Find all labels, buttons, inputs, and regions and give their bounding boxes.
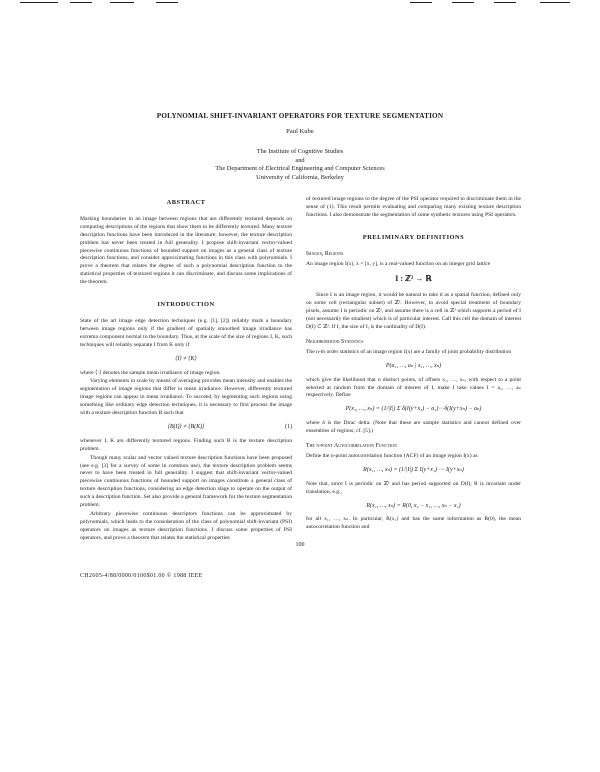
equation-number: (1) (285, 423, 292, 430)
abstract-heading: ABSTRACT (166, 199, 206, 206)
intro-paragraph: Varying elements in scale by means of averaging provides mean intensity and enables the segmentation of image regions that differ in mean irradiance. However, differently textured image regions can appear in mean irradiance. To succeed, by segmenting such regions using something like ordinary edge detection techniques, it is necessary to first process the image with a texture description function B such that (80, 378, 292, 417)
equation: ⟨I⟩ ≠ ⟨K⟩ (175, 355, 197, 362)
body-paragraph: for all x₁, …, xₙ. In particular, R(x₁) and has the same information as R(0), the mean autocorrelation function and (306, 516, 521, 531)
body-paragraph: An image region I(x), x = [x, y], is a real-valued function on an integer grid lattice (306, 260, 491, 267)
abstract-text: Marking boundaries in an image between regions that are differently textured depends on computing descriptions of the regions that show them to be differently textured. Many texture description functions have been introduced in the literature; however, the texture description problem has never been treated in full generality. I propose shift-invariant vector-valued piecewise continuous functions of bounded support on images as a general class of texture description functions, and consider approximating functions in this class with polynomials. I prove a theorem that relates the degree of such a polynomial description function to the statistical properties of textured regions it can discriminate, and discuss some implications of the theorem. (80, 215, 292, 286)
equation: I : ℤ² → ℝ (395, 274, 432, 284)
subsection-heading: The n-point Autocorrelation Function (306, 443, 397, 450)
body-paragraph: Define the n-point autocorrelation function (ACF) of an image region I(x) as (306, 452, 478, 459)
top-rule (452, 2, 474, 3)
body-paragraph: Note that, since I is periodic on ℤ² and has period supported on D(I), R is invariant under translation, e.g., (306, 480, 521, 495)
affiliation (0, 148, 600, 182)
intro-paragraph: Arbitrary piecewise continuous descriptors functions can be approximated by polynomials, which leads to the consideration of the class of polynomial shift-invariant (PSI) operators on images as texture description functions. I discuss some properties of PSI operators, and prove a theorem that relates the statistical properties (80, 511, 292, 541)
equation-body: ⟨B(I)⟩ ≠ ⟨B(K)⟩ (167, 423, 205, 430)
top-rule (20, 2, 58, 3)
left-column (80, 196, 292, 544)
intro-paragraph: where ⟨·⟩ denotes the sample mean irradiance of image region. (80, 369, 221, 376)
top-rule (70, 2, 92, 3)
copyright-footer: CH2605-4/88/0000/0100$01.00 © 1988 IEEE (80, 573, 203, 579)
top-rule (156, 2, 178, 3)
author: Paul Kube (286, 128, 314, 135)
intro-continuation: of textured image regions to the degree of the PSI operator required to discriminate them in the sense of (1). This result permits evaluating and comparing many existing texture description functions. I also demonstrate the segmentation of some synthetic textures using PSI operators. (306, 196, 521, 218)
subsection-heading: Neighborhood Statistics (306, 338, 364, 345)
body-paragraph: Since I is an image region, it would be natural to take it as a spatial function, defined only on some cell (rectangular subset) of ℤ². However, to avoid special treatment of boundary pixels, assume I is periodic on ℤ², and assume there is a cell in ℤ² which supports a period of I (not necessarily the smallest) which is of particular interest. Call this cell the domain of interest D(I) ⊂ ℤ². If I, the size of I, is the cardinality of D(I). (306, 292, 521, 330)
affiliation-line: and (295, 156, 305, 164)
equation: R(x₁, …, xₙ) = (1/|I|) Σ I(y+x₁) ⋯ I(y+xₙ) (363, 466, 464, 473)
intro-paragraph: whenever I, K are differently textured regions. Finding such B is the texture description problem. (80, 437, 292, 452)
affiliation-line: The Institute of Cognitive Studies (256, 148, 344, 155)
introduction-heading: INTRODUCTION (157, 301, 215, 309)
body-paragraph: The n-th order statistics of an image region I(x) are a family of joint probability distribution (306, 348, 512, 355)
equation: P(x₁, …, xₙ) = (1/|I|) Σ δ(I(y+x₁) − a₁)⋯δ(I(y+xₙ) − aₙ) (345, 406, 482, 413)
intro-paragraph: Though many scalar and vector valued texture description functions have been proposed (see e.g. [3] for a survey of some in common use), the texture description problem seems never to have been treated in full generality. I suggest that shift-invariant vector-valued piecewise continuous functions of bounded support on images constitute a general class of texture description functions, considering an edge detection stage to operate on the output of such a description function. Set also provide a general framework for the texture segmentation problem. (80, 454, 292, 509)
right-column (306, 196, 521, 533)
intro-paragraph: State of the art image edge detection techniques (e.g. [1], [2]) reliably mark a boundary between image regions only if the gradient of spatially smoothed image irradiance has extrema component normal to the boundary. Thus, at the scale of the size of regions I, K, such techniques will reliably separate I from K only if (80, 317, 292, 348)
affiliation-line: The Department of Electrical Engineering and Computer Sciences (215, 165, 385, 173)
page-number: 100 (295, 542, 305, 548)
top-rule (410, 2, 432, 3)
body-paragraph: which give the likelihood that n distinct points, of offsets x₁, …, xₙ, with respect to a point selected at random from the domain of interest of I, make I take values I = a₁, …, aₙ respectively. Define (306, 376, 521, 399)
top-rule (110, 2, 134, 3)
subsection-heading: Images, Regions (306, 250, 344, 257)
top-rule (494, 2, 516, 3)
top-rule (540, 2, 570, 3)
preliminary-heading: PRELIMINARY DEFINITIONS (362, 233, 465, 241)
equation-1 (80, 424, 292, 432)
equation: R(x₁, …, xₙ) = R(0, x₂ − x₁, …, xₙ − x₁) (366, 502, 461, 509)
equation: P(a₁, …, aₙ | x₁, …, xₙ) (385, 362, 442, 369)
body-paragraph: where δ is the Dirac delta. (Note that these are sample statistics and cannot defined over ensembles of regions; cf. [5].) (306, 420, 521, 435)
paper-title: POLYNOMIAL SHIFT-INVARIANT OPERATORS FOR TEXTURE SEGMENTATION (156, 112, 444, 120)
affiliation-line: University of California, Berkeley (256, 173, 344, 181)
